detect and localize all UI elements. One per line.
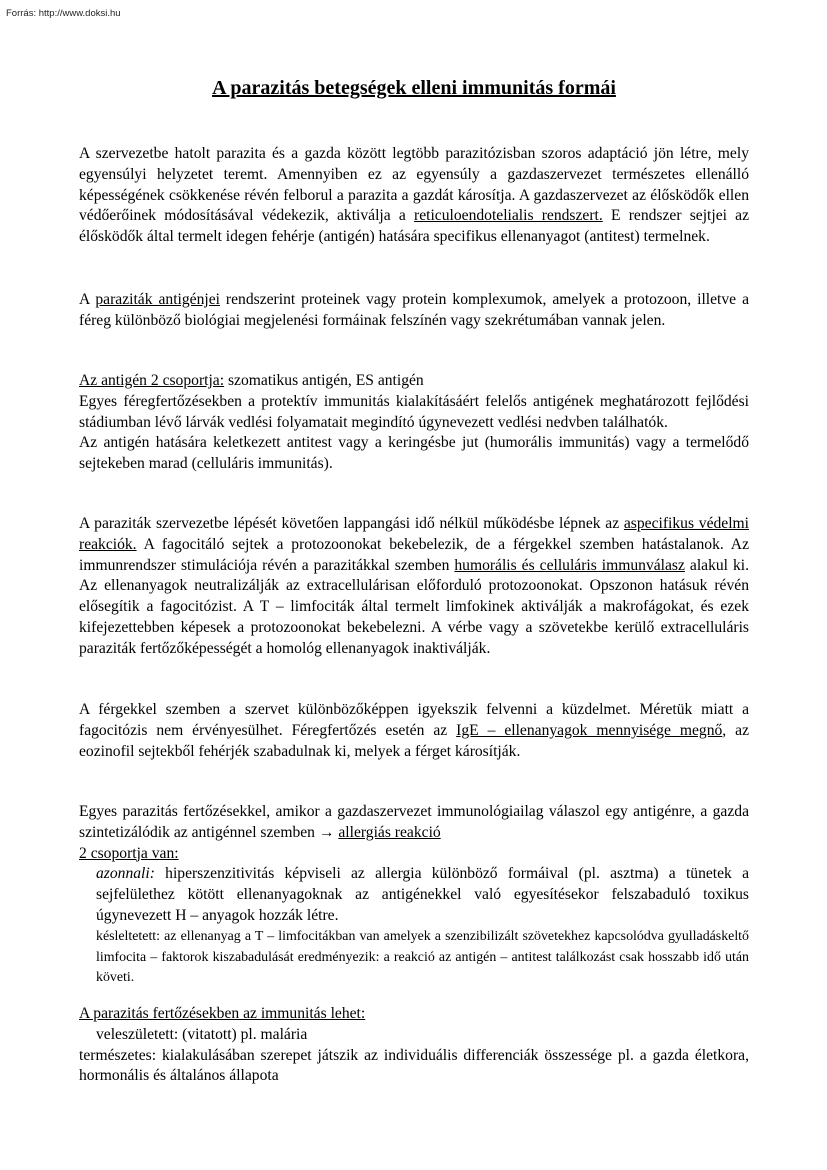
text-line: Egyes féregfertőzésekben a protektív immunitás kialakításáért felelős antigének meghatározott fejlődési stádiumban lévő lárvák vedlési folyamatait megindító úgynevezett vedlési nedvben találhatók. [79,392,749,431]
text-line: Az antigén hatására keletkezett antitest vagy a keringésbe jut (humorális immunitás) vagy a termelődő sejtekeben marad (celluláris immunitás). [79,434,749,473]
underlined-heading: 2 csoportja van: [79,844,179,862]
list-item [79,927,749,989]
text-run: veleszületett: (vitatott) pl. malária [96,1025,308,1043]
text-run: Egyes parazitás fertőzésekkel, amikor a gazdaszervezet immunológiailag válaszol egy antigénre, a gazda szintetizálódik az antigénnel szemben → [79,803,749,841]
underlined-term: IgE – ellenanyagok mennyisége megnő [456,721,723,739]
underlined-heading: Az antigén 2 csoportja: [79,372,225,389]
source-note: Forrás: http://www.doksi.hu [6,8,121,19]
text-run: hiperszenzitivitás képviseli az allergia különböző formáival (pl. asztma) a tünetek a sejfelülethez kötött ellenanyagoknak az antigénekkel való egyesítésekor felszabaduló toxikus úgynevezett H – anyagok hozzák létre. [96,865,749,924]
text-run: , az eozinofil sejtekből fehérjék szabadulnak ki, melyek a férget károsítják. [79,721,749,760]
underlined-term: paraziták antigénjei [95,291,220,308]
paragraph-worms [79,700,749,762]
list-item [79,1025,749,1046]
text-line: természetes: kialakulásában szerepet játszik az individuális differenciák összessége pl. a gazda életkora, hormonális és általános állapota [79,1046,749,1085]
text-run: alakul ki. Az ellenanyagok neutralizálják az extracellulárisan előforduló protozoonokat. Opszonon hatásuk révén elősegítik a fagocitózist. A T – limfociták által termelt limfokinek aktiválják a makrofágokat, és ezek kifejezettebben képesek a protozoonokat bekebelezni. A vérbe vagy a szövetekbe kerülő extracelluláris paraziták fertőzőképességét a homológ ellenanyagok inaktiválják. [79,556,749,657]
text-run: A szervezetbe hatolt parazita és a gazda között legtöbb parazitózisban szoros adaptáció jön létre, mely egyensúlyi helyzetet teremt. Amennyiben ez az egyensúly a gazdaszervezet természetes ellenálló képességének csökkenése révén felborul a parazita a gazdát károsítja. A gazdaszervezet az élősködők ellen védőerőinek módosításával védekezik, aktiválja a [79,145,749,225]
text-run: A [79,291,96,308]
text-run: A paraziták szervezetbe lépését követően lappangási idő nélkül működésbe lépnek az [79,515,624,532]
paragraph-intro [79,144,749,248]
underlined-term: humorális és celluláris immunválasz [454,556,685,574]
text-run: rendszerint proteinek vagy protein komplexumok, amelyek a protozoon, illetve a féreg különböző biológiai megjelenési formáinak felszínén vagy szekrétumában vannak jelen. [79,291,749,329]
text-run: szomatikus antigén, ES antigén [224,372,424,389]
text-run: késleltetett: az ellenanyag a T – limfocitákban van amelyek a szenzibilizált szövetekhez kapcsolódva gyulladáskeltő limfocita – faktorok kiszabadulását eredményezik: a reakció az antigén – antitest találkozást csak hosszabb idő után követi. [96,928,749,986]
text-run: E rendszer sejtjei az élősködők által termelt idegen fehérje (antigén) hatására specifikus ellenanyagot (antitest) termelnek. [79,207,750,246]
paragraph-antigen-groups [79,371,749,475]
text-run: A férgekkel szemben a szervet különbözőképpen igyekszik felvenni a küzdelmet. Méretük miatt a fagocitózis nem érvényesülhet. Féregfertőzés esetén az [79,701,749,739]
paragraph-antigens [79,290,749,332]
paragraph-aspecific [79,514,749,660]
list-item [79,864,749,926]
underlined-term: reticuloendotelialis rendszert. [414,207,603,225]
italic-term: azonnali: [96,865,155,883]
paragraph-immunity-types [79,1004,749,1087]
text-run: A fagocitáló sejtek a protozoonokat bekebelezik, de a férgekkel szemben hatástalanok. Az immunrendszer stimulációja révén a parazitákkal szemben [79,535,749,574]
underlined-term: allergiás reakció [338,823,441,841]
underlined-heading: A parazitás fertőzésekben az immunitás lehet: [79,1005,366,1022]
underlined-term: aspecifikus védelmi reakciók. [79,515,750,553]
paragraph-allergy [79,802,749,989]
page-title: A parazitás betegségek elleni immunitás formái [212,77,616,99]
